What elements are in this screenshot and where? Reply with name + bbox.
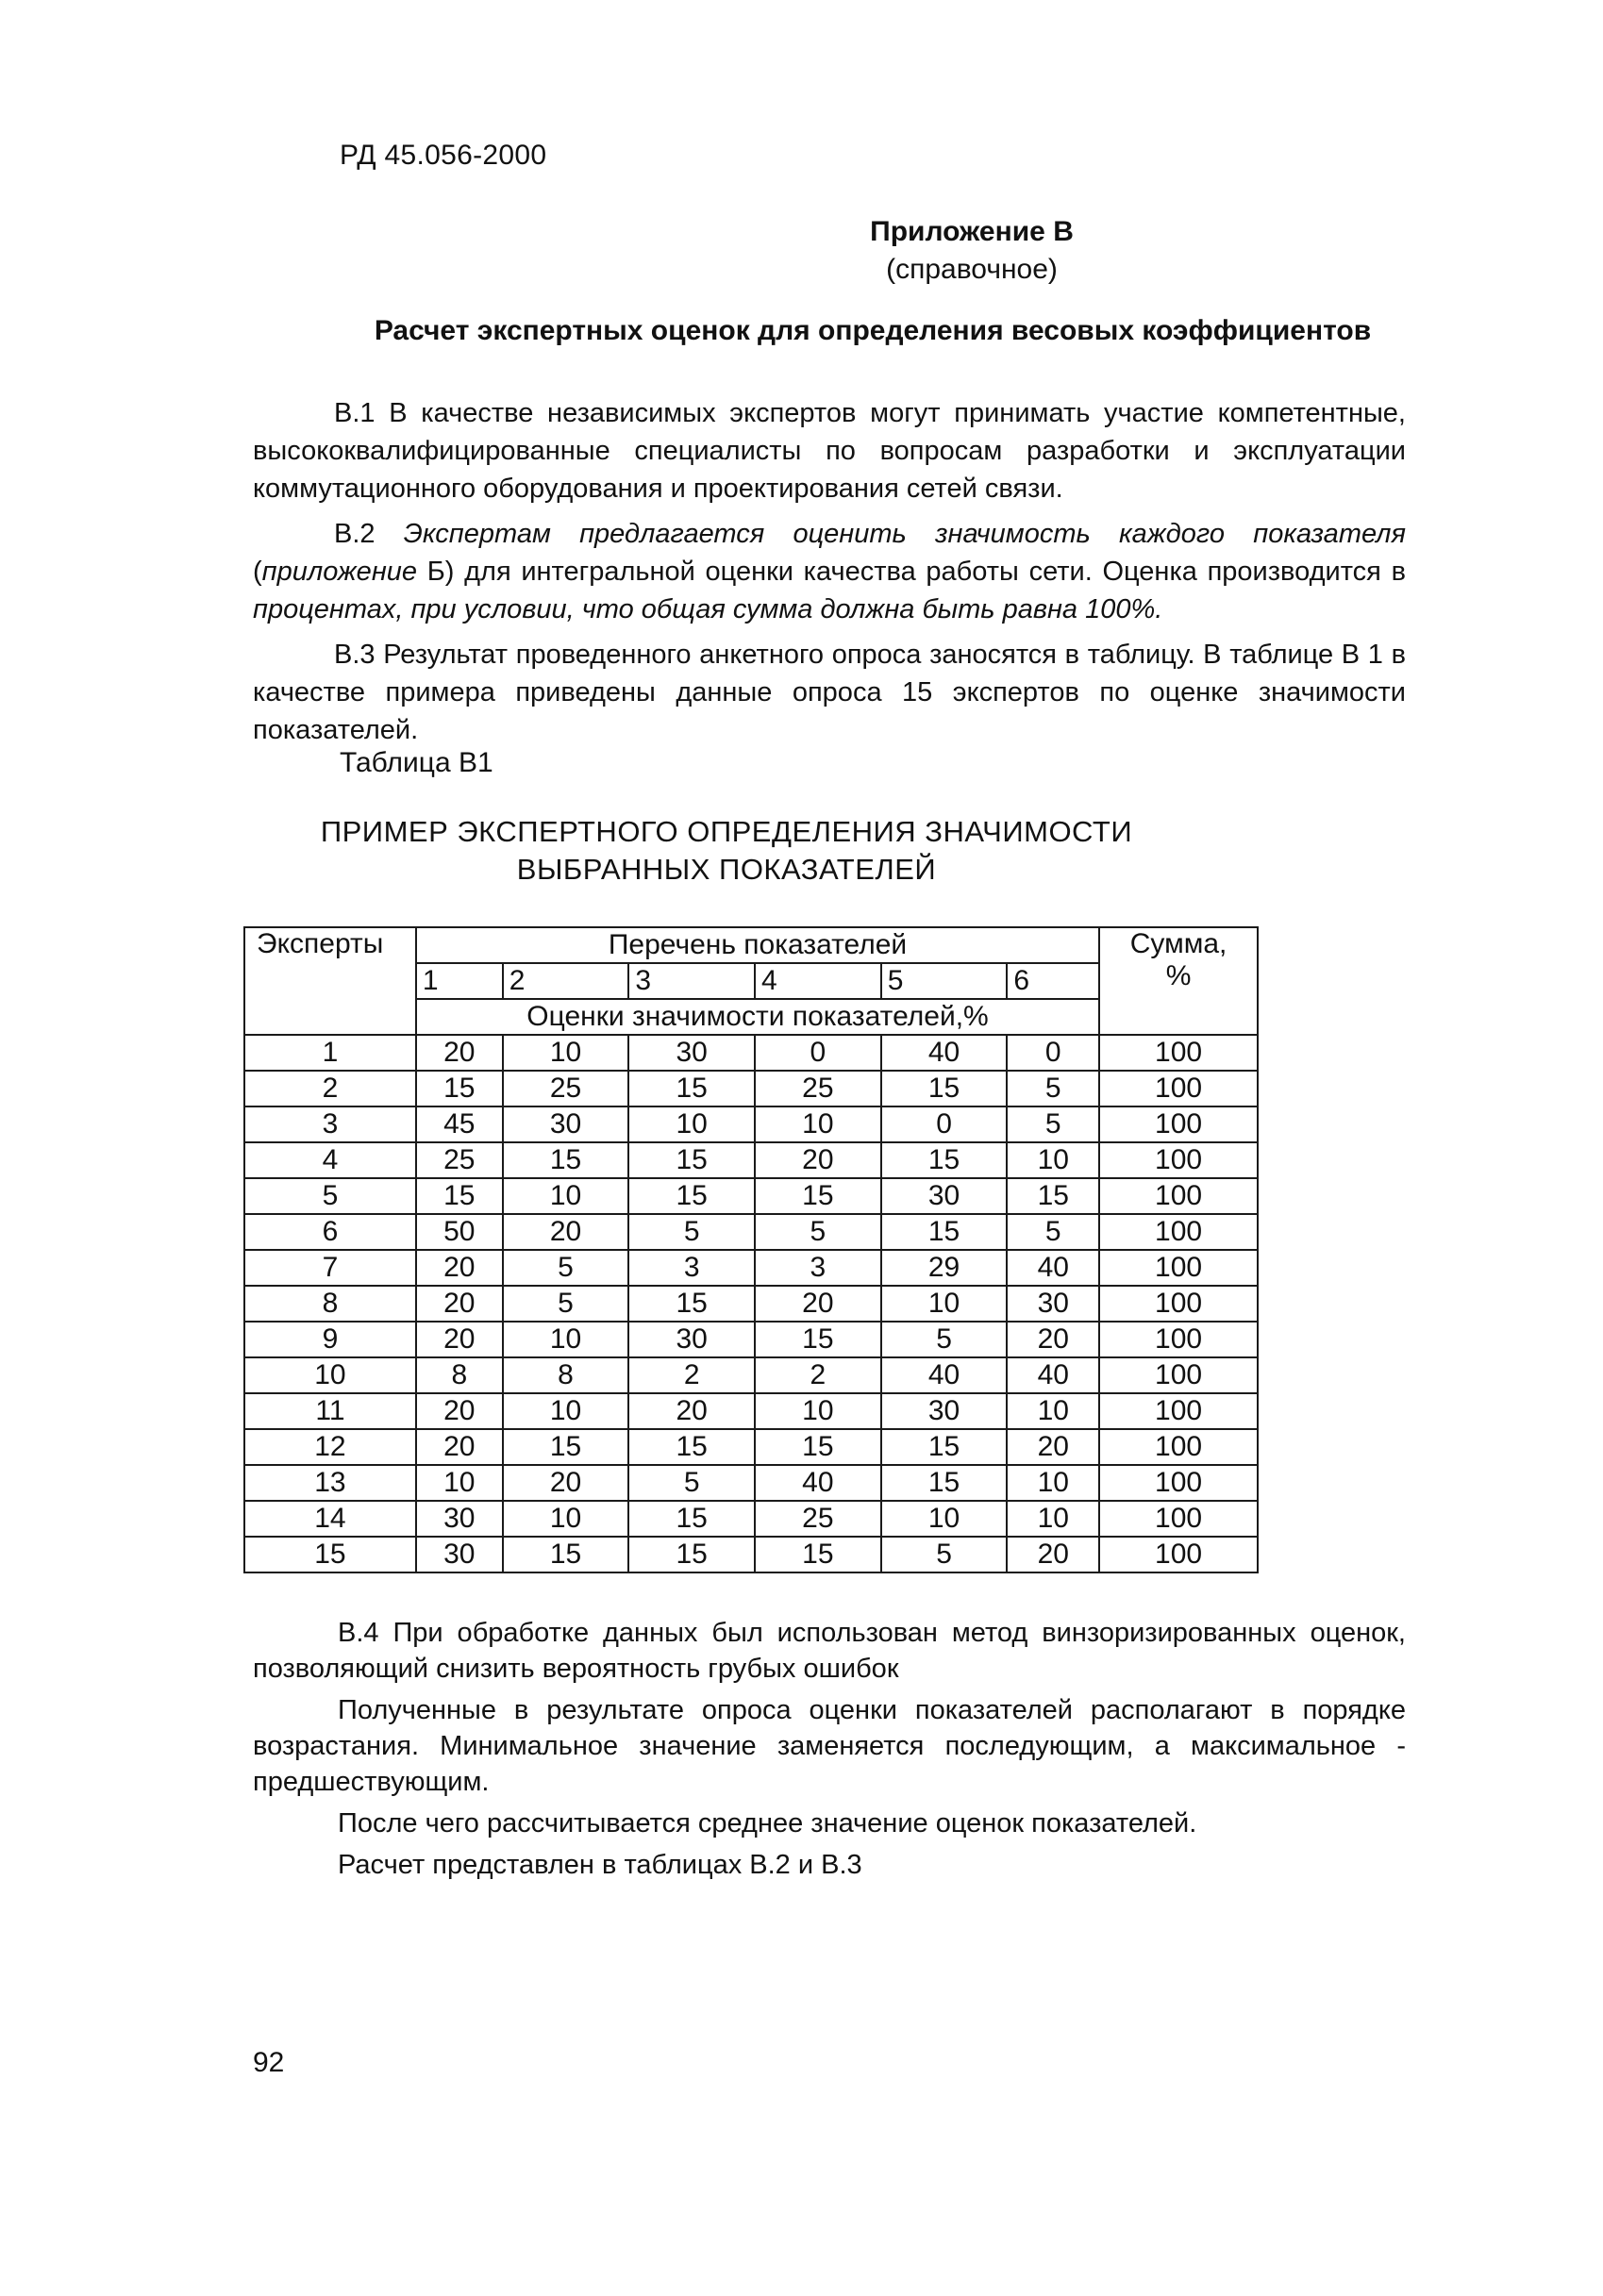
- table-header-row-1: [244, 927, 1258, 963]
- score-cell: 5: [881, 1537, 1008, 1572]
- score-cell: 15: [628, 1142, 755, 1178]
- score-cell: 10: [1007, 1142, 1099, 1178]
- table-row: [244, 1250, 1258, 1286]
- sum-cell: 100: [1099, 1106, 1258, 1142]
- score-cell: 20: [416, 1429, 503, 1465]
- expert-number-cell: 5: [244, 1178, 416, 1214]
- score-cell: 15: [628, 1071, 755, 1106]
- score-cell: 10: [503, 1501, 629, 1537]
- sum-cell: 100: [1099, 1465, 1258, 1501]
- score-cell: 10: [755, 1106, 881, 1142]
- paragraph-b4: В.4 При обработке данных был использован метод винзоризированных оценок, позволяющий снизить вероятность грубых ошибок: [253, 1618, 1406, 1684]
- table-label: Таблица В1: [340, 747, 493, 778]
- expert-number-cell: 13: [244, 1465, 416, 1501]
- score-cell: 25: [503, 1071, 629, 1106]
- score-cell: 20: [416, 1286, 503, 1322]
- score-cell: 25: [755, 1071, 881, 1106]
- table-heading-line-2: ВЫБРАННЫХ ПОКАЗАТЕЛЕЙ: [516, 853, 937, 886]
- sum-cell: 100: [1099, 1071, 1258, 1106]
- score-cell: 20: [503, 1214, 629, 1250]
- sum-cell: 100: [1099, 1322, 1258, 1357]
- score-cell: 30: [416, 1537, 503, 1572]
- expert-number-cell: 12: [244, 1429, 416, 1465]
- score-cell: 20: [503, 1465, 629, 1501]
- expert-number-cell: 11: [244, 1393, 416, 1429]
- score-cell: 40: [881, 1035, 1008, 1071]
- intro-paragraphs: [253, 394, 1406, 757]
- expert-table: [243, 926, 1259, 1573]
- score-cell: 10: [755, 1393, 881, 1429]
- score-cell: 5: [628, 1465, 755, 1501]
- score-cell: 5: [1007, 1214, 1099, 1250]
- score-cell: 8: [416, 1357, 503, 1393]
- indicator-number: 3: [628, 963, 755, 999]
- header-indicators: Перечень показателей: [416, 927, 1099, 963]
- sum-cell: 100: [1099, 1393, 1258, 1429]
- score-cell: 20: [755, 1142, 881, 1178]
- sum-cell: 100: [1099, 1250, 1258, 1286]
- score-cell: 20: [1007, 1429, 1099, 1465]
- expert-number-cell: 9: [244, 1322, 416, 1357]
- document-code: РД 45.056-2000: [340, 140, 547, 171]
- table-row: [244, 1214, 1258, 1250]
- score-cell: 10: [503, 1393, 629, 1429]
- indicator-number: 5: [881, 963, 1008, 999]
- expert-number-cell: 7: [244, 1250, 416, 1286]
- score-cell: 20: [416, 1250, 503, 1286]
- score-cell: 10: [503, 1178, 629, 1214]
- score-cell: 15: [628, 1429, 755, 1465]
- score-cell: 25: [416, 1142, 503, 1178]
- section-title: Расчет экспертных оценок для определения весовых коэффициентов: [374, 315, 1372, 346]
- indicator-number: 6: [1007, 963, 1099, 999]
- paragraph-b2-mid-1: (: [253, 557, 262, 587]
- paragraph-b2-prefix: В.2: [334, 519, 404, 549]
- score-cell: 15: [503, 1429, 629, 1465]
- table-row: [244, 1537, 1258, 1572]
- paragraph-b3: В.3 Результат проведенного анкетного опроса заносятся в таблицу. В таблице В 1 в качестве примера приведены данные опроса 15 экспертов по оценке значимости показателей.: [253, 640, 1406, 745]
- score-cell: 15: [755, 1322, 881, 1357]
- header-sum: [1099, 927, 1258, 1035]
- score-cell: 0: [881, 1106, 1008, 1142]
- appendix-subtitle: (справочное): [886, 254, 1058, 285]
- score-cell: 10: [503, 1035, 629, 1071]
- indicator-number: 4: [755, 963, 881, 999]
- paragraph-b2-italic-3: процентах, при условии, что общая сумма должна быть равна 100%.: [253, 594, 1163, 624]
- paragraph-b2: [253, 515, 1406, 628]
- score-cell: 15: [881, 1429, 1008, 1465]
- score-cell: 10: [503, 1322, 629, 1357]
- score-cell: 3: [755, 1250, 881, 1286]
- score-cell: 10: [881, 1501, 1008, 1537]
- expert-number-cell: 2: [244, 1071, 416, 1106]
- table-row: [244, 1357, 1258, 1393]
- score-cell: 20: [628, 1393, 755, 1429]
- table-row: [244, 1322, 1258, 1357]
- score-cell: 15: [881, 1214, 1008, 1250]
- paragraph-average: После чего рассчитывается среднее значение оценок показателей.: [338, 1808, 1197, 1838]
- score-cell: 2: [628, 1357, 755, 1393]
- score-cell: 5: [628, 1214, 755, 1250]
- score-cell: 20: [416, 1035, 503, 1071]
- score-cell: 10: [1007, 1465, 1099, 1501]
- table-row: [244, 1071, 1258, 1106]
- paragraph-b1: В.1 В качестве независимых экспертов могут принимать участие компетентные, высококвалифицированные специалисты по вопросам разработки и эксплуатации коммутационного оборудования и проектирования сетей связи.: [253, 398, 1406, 504]
- score-cell: 15: [416, 1071, 503, 1106]
- score-cell: 30: [628, 1035, 755, 1071]
- score-cell: 20: [1007, 1322, 1099, 1357]
- score-cell: 20: [416, 1322, 503, 1357]
- indicator-number: 2: [503, 963, 629, 999]
- score-cell: 5: [503, 1286, 629, 1322]
- appendix-title: Приложение В: [870, 216, 1074, 247]
- score-cell: 15: [503, 1142, 629, 1178]
- paragraph-sorting: Полученные в результате опроса оценки показателей располагают в порядке возрастания. Минимальное значение заменяется последующим, а максимальное - предшествующим.: [253, 1695, 1406, 1797]
- sum-cell: 100: [1099, 1142, 1258, 1178]
- table-row: [244, 1286, 1258, 1322]
- indicator-number: 1: [416, 963, 503, 999]
- sum-cell: 100: [1099, 1178, 1258, 1214]
- score-cell: 20: [755, 1286, 881, 1322]
- score-cell: 15: [881, 1071, 1008, 1106]
- paragraph-b2-mid-2: Б) для интегральной оценки качества работы сети. Оценка производится в: [417, 557, 1406, 587]
- paragraph-b2-italic-2: приложение: [261, 557, 418, 587]
- score-cell: 10: [416, 1465, 503, 1501]
- paragraph-b2-italic-1: Экспертам предлагается оценить значимость каждого показателя: [403, 519, 1406, 549]
- score-cell: 5: [503, 1250, 629, 1286]
- score-cell: 29: [881, 1250, 1008, 1286]
- expert-number-cell: 8: [244, 1286, 416, 1322]
- score-cell: 15: [628, 1501, 755, 1537]
- score-cell: 30: [416, 1501, 503, 1537]
- expert-number-cell: 6: [244, 1214, 416, 1250]
- score-cell: 30: [628, 1322, 755, 1357]
- score-cell: 15: [881, 1142, 1008, 1178]
- score-cell: 5: [755, 1214, 881, 1250]
- score-cell: 8: [503, 1357, 629, 1393]
- score-cell: 15: [416, 1178, 503, 1214]
- table-row: [244, 1178, 1258, 1214]
- expert-number-cell: 4: [244, 1142, 416, 1178]
- sum-cell: 100: [1099, 1357, 1258, 1393]
- sum-cell: 100: [1099, 1429, 1258, 1465]
- header-subheader: Оценки значимости показателей,%: [416, 999, 1099, 1035]
- score-cell: 15: [755, 1178, 881, 1214]
- table-row: [244, 1142, 1258, 1178]
- score-cell: 20: [416, 1393, 503, 1429]
- score-cell: 30: [881, 1178, 1008, 1214]
- score-cell: 30: [503, 1106, 629, 1142]
- expert-number-cell: 10: [244, 1357, 416, 1393]
- table-row: [244, 1465, 1258, 1501]
- score-cell: 15: [628, 1178, 755, 1214]
- score-cell: 0: [755, 1035, 881, 1071]
- expert-table-body: [244, 927, 1258, 1572]
- score-cell: 10: [881, 1286, 1008, 1322]
- table-row: [244, 1393, 1258, 1429]
- score-cell: 15: [628, 1537, 755, 1572]
- expert-number-cell: 15: [244, 1537, 416, 1572]
- header-experts: Эксперты: [244, 927, 416, 1035]
- table-heading: [311, 813, 1142, 889]
- score-cell: 50: [416, 1214, 503, 1250]
- score-cell: 45: [416, 1106, 503, 1142]
- score-cell: 5: [1007, 1071, 1099, 1106]
- header-sum-line-1: Сумма,: [1129, 928, 1227, 959]
- score-cell: 20: [1007, 1537, 1099, 1572]
- sum-cell: 100: [1099, 1214, 1258, 1250]
- table-row: [244, 1429, 1258, 1465]
- paragraph-reference: Расчет представлен в таблицах В.2 и В.3: [338, 1850, 862, 1880]
- score-cell: 15: [755, 1429, 881, 1465]
- header-sum-line-2: %: [1165, 960, 1192, 991]
- score-cell: 30: [881, 1393, 1008, 1429]
- sum-cell: 100: [1099, 1286, 1258, 1322]
- table-row: [244, 1035, 1258, 1071]
- score-cell: 40: [881, 1357, 1008, 1393]
- score-cell: 15: [755, 1537, 881, 1572]
- expert-number-cell: 3: [244, 1106, 416, 1142]
- score-cell: 15: [1007, 1178, 1099, 1214]
- score-cell: 5: [881, 1322, 1008, 1357]
- sum-cell: 100: [1099, 1035, 1258, 1071]
- table-row: [244, 1106, 1258, 1142]
- score-cell: 15: [503, 1537, 629, 1572]
- score-cell: 2: [755, 1357, 881, 1393]
- score-cell: 15: [628, 1286, 755, 1322]
- score-cell: 10: [628, 1106, 755, 1142]
- score-cell: 40: [755, 1465, 881, 1501]
- score-cell: 15: [881, 1465, 1008, 1501]
- score-cell: 40: [1007, 1357, 1099, 1393]
- sum-cell: 100: [1099, 1537, 1258, 1572]
- score-cell: 40: [1007, 1250, 1099, 1286]
- score-cell: 30: [1007, 1286, 1099, 1322]
- appendix-heading: [594, 213, 1349, 289]
- score-cell: 5: [1007, 1106, 1099, 1142]
- sum-cell: 100: [1099, 1501, 1258, 1537]
- expert-number-cell: 14: [244, 1501, 416, 1537]
- score-cell: 10: [1007, 1393, 1099, 1429]
- page-number: 92: [253, 2047, 285, 2078]
- score-cell: 3: [628, 1250, 755, 1286]
- table-row: [244, 1501, 1258, 1537]
- score-cell: 10: [1007, 1501, 1099, 1537]
- score-cell: 25: [755, 1501, 881, 1537]
- closing-paragraphs: [253, 1615, 1406, 1888]
- score-cell: 0: [1007, 1035, 1099, 1071]
- expert-number-cell: 1: [244, 1035, 416, 1071]
- table-heading-line-1: ПРИМЕР ЭКСПЕРТНОГО ОПРЕДЕЛЕНИЯ ЗНАЧИМОСТИ: [320, 815, 1133, 848]
